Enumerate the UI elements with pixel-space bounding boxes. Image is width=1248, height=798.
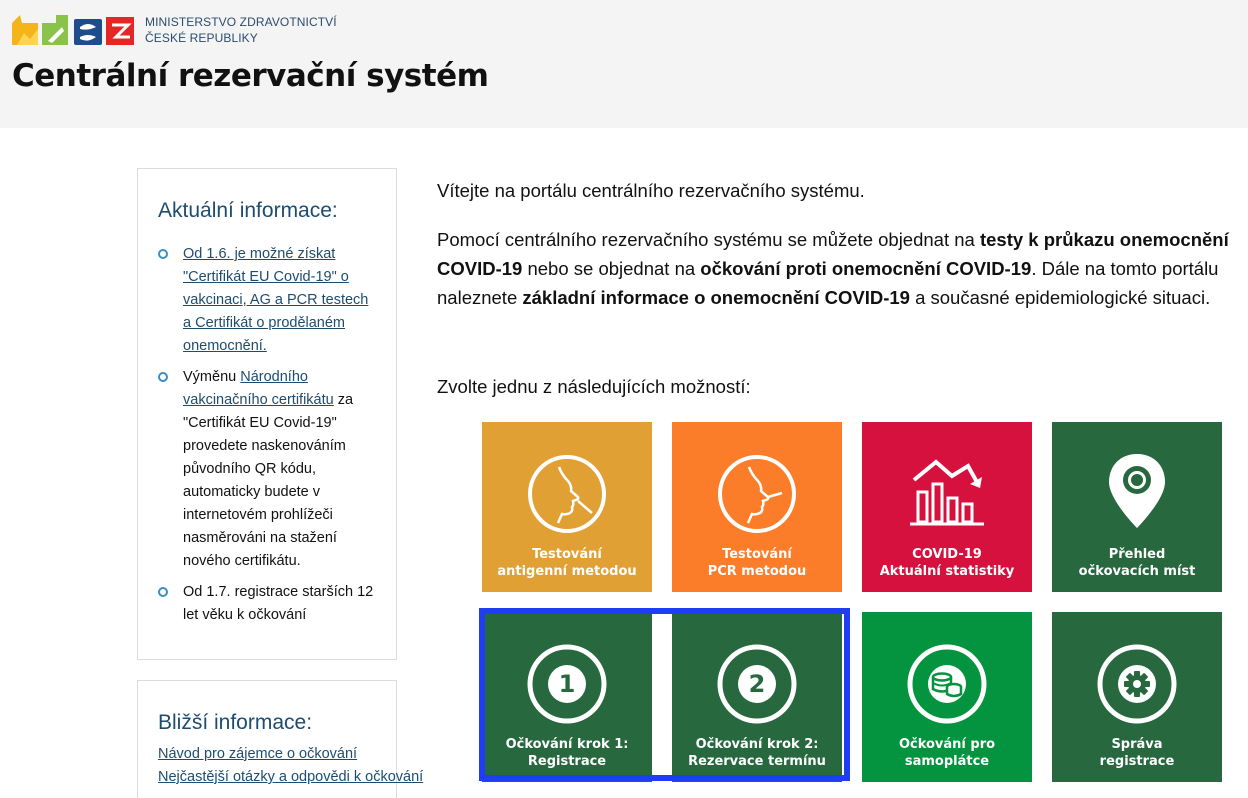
tile-label-line2: registrace [1099,754,1175,769]
current-info-panel [137,168,397,660]
chart-down-icon [906,450,988,532]
tile-label-line1: Testování [722,547,792,562]
tile-label [1052,736,1222,770]
tile-label-line1: Očkování pro [898,737,996,752]
intro-bold: testy k průkazu onemocnění COVID-19 [437,229,1229,279]
tile-label-line2: antigenní metodou [497,564,637,579]
intro-bold: základní informace o onemocnění COVID-19 [522,287,910,308]
intro-bold: očkování proti onemocnění COVID-19 [700,258,1032,279]
manage-registration-tile[interactable] [1052,612,1222,782]
intro-text: Pomocí centrálního rezervačního systému se můžete objednat na [437,229,980,250]
intro-text: nebo se objednat na [522,258,701,279]
vaccination-places-tile[interactable] [1052,422,1222,592]
news-text: Výměnu [183,369,241,385]
intro-text: . Dále na tomto portálu naleznete [437,258,1219,308]
vaccination-guide-link[interactable]: Návod pro zájemce o očkování [158,746,358,762]
ministry-logo[interactable] [12,15,134,45]
bullet-icon [158,587,168,597]
more-info-links [158,743,424,789]
bullet-icon [158,372,168,382]
step1-number: 1 [558,670,576,698]
map-pin-icon [1096,448,1178,530]
tile-label-line1: COVID-19 [912,547,982,562]
tile-label [672,546,842,580]
current-info-heading: Aktuální informace: [158,199,338,222]
gear-icon [1096,643,1178,725]
coins-icon [906,643,988,725]
tile-label [1052,546,1222,580]
pcr-test-tile[interactable] [672,422,842,592]
national-certificate-link[interactable]: Národního vakcinačního certifikátu [183,369,334,408]
news-text: za "Certifikát EU Covid-19" provedete naskenováním původního QR kódu, automaticky budete v internetovém prohlížeči nasměrováni na stažení nového certifikátu. [183,392,354,569]
vaccination-step2-tile[interactable] [672,612,842,782]
antigen-test-tile[interactable] [482,422,652,592]
tile-label-line2: Rezervace termínu [688,754,826,769]
tile-label-line2: PCR metodou [707,564,807,579]
self-payer-vaccination-tile[interactable] [862,612,1032,782]
tile-label-line1: Očkování krok 1: [505,737,629,752]
ministry-name [145,14,337,46]
choose-option-text: Zvolte jednu z následujících možností: [437,376,751,397]
tile-label-line2: samoplátce [904,754,990,769]
tile-label-line1: Správa [1111,737,1163,752]
tile-label-line1: Testování [532,547,602,562]
news-list [158,243,376,635]
tile-label [672,736,842,770]
faq-link[interactable]: Nejčastější otázky a odpovědi k očkování [158,769,424,785]
number-one-icon [526,643,608,725]
list-item [158,243,376,358]
news-text: Od 1.7. registrace starších 12 let věku k očkování [183,584,374,623]
tile-label [482,546,652,580]
welcome-text: Vítejte na portálu centrálního rezervačního systému. [437,180,865,201]
ministry-name-line1: MINISTERSTVO ZDRAVOTNICTVÍ [145,15,337,29]
tile-label-line1: Přehled [1108,547,1166,562]
face-swab-icon [526,453,608,535]
face-swab-icon [716,453,798,535]
tile-label [862,736,1032,770]
vaccination-step1-tile[interactable] [482,612,652,782]
statistics-tile[interactable] [862,422,1032,592]
tile-label [862,546,1032,580]
eu-certificate-link[interactable]: Od 1.6. je možné získat "Certifikát EU Covid-19" o vakcinaci, AG a PCR testech a Certifikát o prodělaném onemocnění. [183,246,369,354]
tile-label-line2: očkovacích míst [1078,564,1196,579]
step2-number: 2 [748,670,766,698]
bullet-icon [158,249,168,259]
more-info-heading: Bližší informace: [158,711,313,734]
intro-text: a současné epidemiologické situaci. [909,287,1211,308]
tile-label [482,736,652,770]
site-header [0,0,1248,128]
list-item [158,366,376,573]
page-title: Centrální rezervační systém [12,58,489,94]
list-item [158,581,376,627]
tile-label-line2: Registrace [527,754,607,769]
number-two-icon [716,643,798,725]
intro-paragraph [437,225,1248,312]
ministry-name-line2: ČESKÉ REPUBLIKY [145,31,258,45]
more-info-panel [137,680,424,798]
tile-label-line2: Aktuální statistiky [879,564,1015,579]
tile-label-line1: Očkování krok 2: [695,737,819,752]
